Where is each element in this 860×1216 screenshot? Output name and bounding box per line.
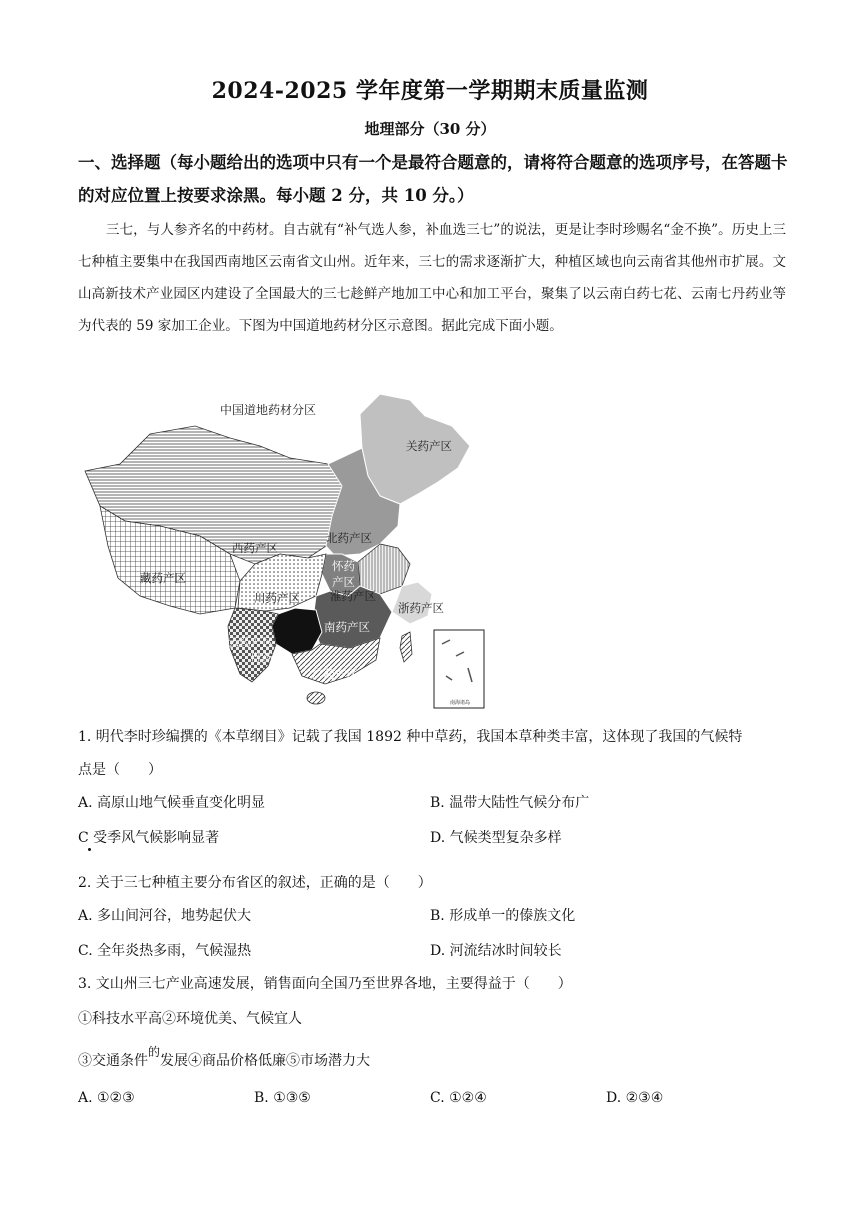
q3-option-b: B. ①③⑤	[254, 1090, 311, 1106]
section-heading: 一、选择题（每小题给出的选项中只有一个是最符合题意的，请将符合题意的选项序号，在答题卡的对应位置上按要求涂黑。每小题 2 分，共 10 分。）	[78, 153, 788, 205]
page-subtitle: 地理部分（30 分）	[364, 120, 496, 138]
label-huai-1: 怀药	[332, 559, 355, 573]
q3-option-d: D. ②③④	[606, 1090, 664, 1106]
q1-option-c: C 受季风气候影响显著	[78, 830, 220, 846]
passage-text: 三七，与人参齐名的中药材。自古就有“补气选人参，补血选三七”的说法，更是让李时珍赐名“金不换”。历史上三七种植主要集中在我国西南地区云南省文山州。近年来，三七的需求逐渐扩大，种植区域也向云南省其他州市扩展。文山高新技术产业园区内建设了全国最大的三七趁鲜产地加工中心和加工平台，聚集了以云南白药七花、云南七丹药业等为代表的 59 家加工企业。下图为中国道地药材分区示意图。据此完成下面小题。	[78, 222, 786, 334]
china-herb-region-map	[80, 386, 490, 714]
q1-stem-line2: 点是（ ）	[78, 762, 162, 778]
label-inset: 南海诸岛	[449, 700, 471, 706]
q3-option-a: A. ①②③	[78, 1090, 135, 1106]
q1-option-d: D. 气候类型复杂多样	[430, 830, 562, 846]
taiwan-island	[400, 632, 412, 662]
page-title: 2024-2025 学年度第一学期期末质量监测	[211, 78, 649, 104]
q3-choice-de: 的	[148, 1045, 161, 1059]
south-sea-inset	[434, 630, 484, 708]
dot-mark	[88, 848, 91, 851]
label-zhe: 浙药产区	[398, 601, 444, 615]
q2-option-d: D. 河流结冰时间较长	[430, 943, 562, 959]
q3-choice-part-a: ③交通条件	[78, 1053, 148, 1069]
q3-stem: 3. 文山州三七产业高速发展，销售面向全国乃至世界各地，主要得益于（ ）	[78, 976, 572, 992]
label-xi: 西药产区	[232, 541, 278, 555]
label-chuan: 川药产区	[254, 591, 300, 605]
q1-option-a: A. 高原山地气候垂直变化明显	[78, 795, 266, 811]
label-zang: 藏药产区	[140, 571, 186, 585]
label-gui: 贵药	[250, 651, 273, 665]
q2-stem: 2. 关于三七种植主要分布省区的叙述，正确的是（ ）	[78, 875, 432, 891]
region-gui	[272, 608, 322, 654]
q3-choices-line2	[78, 1045, 371, 1074]
q1-option-b: B. 温带大陆性气候分布广	[430, 795, 590, 811]
map-title: 中国道地药材分区	[220, 403, 317, 417]
hainan-island	[307, 692, 325, 704]
label-bei: 北药产区	[326, 531, 372, 545]
label-huai-river: 淮药产区	[330, 589, 376, 603]
label-huai-2: 产区	[332, 575, 355, 589]
q2-option-c: C. 全年炎热多雨，气候湿热	[78, 943, 252, 959]
label-guang: 广药产区	[312, 667, 358, 681]
q3-choices-line1: ①科技水平高②环境优美、气候宜人	[78, 1011, 302, 1027]
label-guan: 关药产区	[406, 439, 452, 453]
q1-stem-line1: 1. 明代李时珍编撰的《本草纲目》记载了我国 1892 种中草药，我国本草种类丰富，这体现了我国的气候特	[78, 729, 743, 745]
q2-option-b: B. 形成单一的傣族文化	[430, 908, 576, 924]
q3-option-c: C. ①②④	[430, 1090, 487, 1106]
label-nan: 南药产区	[324, 620, 370, 634]
q2-option-a: A. 多山间河谷，地势起伏大	[78, 908, 252, 924]
label-yun: 云药产区	[228, 635, 274, 649]
q3-choice-part-b: 发展④商品价格低廉⑤市场潜力大	[160, 1053, 371, 1069]
